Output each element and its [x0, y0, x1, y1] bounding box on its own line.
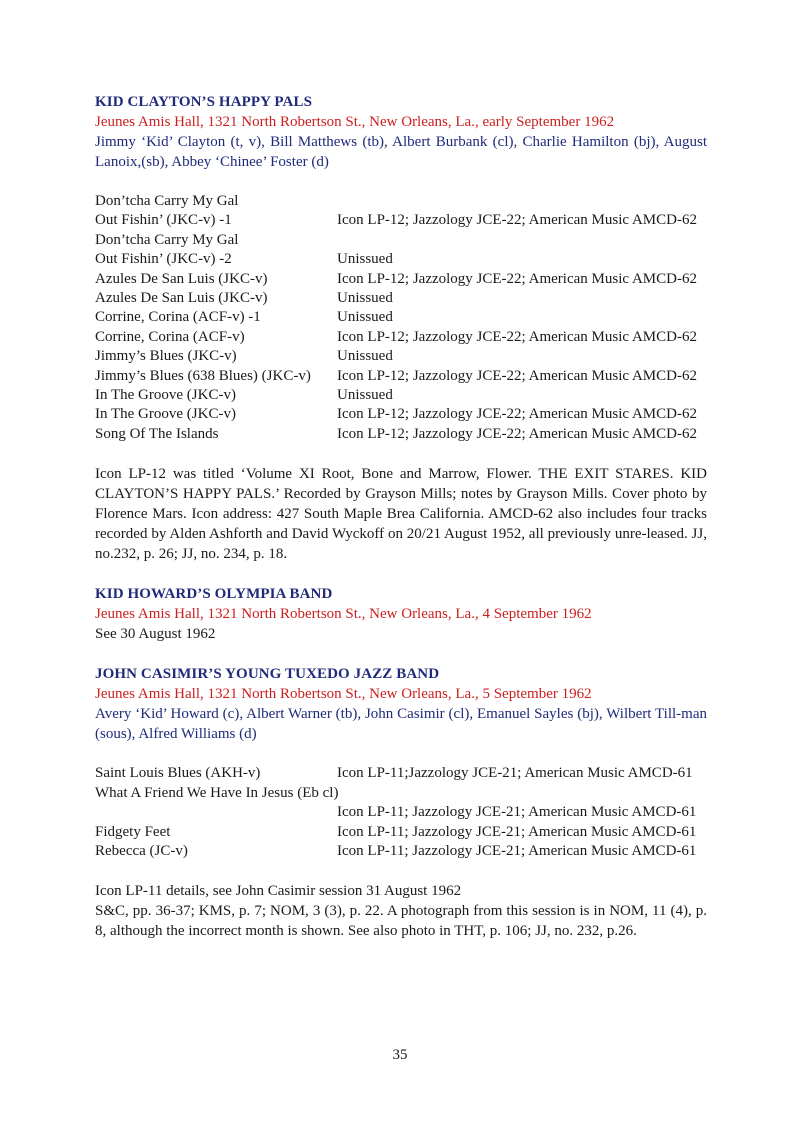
session-notes: Icon LP-11 details, see John Casimir session 31 August 1962 [95, 883, 462, 900]
session-location: Jeunes Amis Hall, 1321 North Robertson St., New Orleans, La., 5 September 1962 [95, 686, 592, 703]
document-page [95, 92, 707, 941]
track-title: Out Fishin’ (JKC-v) -1 [95, 212, 232, 229]
track-title: Saint Louis Blues (AKH-v) [95, 765, 261, 782]
track-issue: Icon LP-11; Jazzology JCE-21; American Music AMCD-61 [337, 823, 697, 840]
track-title: Azules De San Luis (JKC-v) [95, 270, 268, 287]
track-row [95, 328, 707, 347]
track-title: Out Fishin’ (JKC-v) -2 [95, 251, 232, 268]
track-title: In The Groove (JKC-v) [95, 406, 236, 423]
track-title: Corrine, Corina (ACF-v) [95, 328, 245, 345]
track-issue: Icon LP-12; Jazzology JCE-22; American Music AMCD-62 [337, 328, 697, 345]
track-row [95, 386, 707, 405]
track-issue: Icon LP-11; Jazzology JCE-21; American Music AMCD-61 [337, 804, 697, 821]
track-row [95, 250, 707, 269]
page-number: 35 [392, 1047, 408, 1063]
track-list [95, 764, 707, 861]
track-row [95, 405, 707, 424]
track-row [95, 270, 707, 289]
track-row [95, 764, 707, 783]
session-kid-howard [95, 584, 707, 644]
track-row [95, 347, 707, 366]
session-title: KID HOWARD’S OLYMPIA BAND [95, 586, 333, 603]
track-issue: Icon LP-12; Jazzology JCE-22; American Music AMCD-62 [337, 212, 697, 229]
track-issue: Icon LP-12; Jazzology JCE-22; American Music AMCD-62 [337, 367, 697, 384]
track-issue: Icon LP-11; Jazzology JCE-21; American Music AMCD-61 [337, 842, 697, 859]
track-issue: Unissued [337, 251, 393, 268]
session-title: KID CLAYTON’S HAPPY PALS [95, 94, 313, 110]
track-issue: Icon LP-12; Jazzology JCE-22; American Music AMCD-62 [337, 406, 697, 423]
track-issue: Icon LP-11;Jazzology JCE-21; American Music AMCD-61 [337, 765, 693, 782]
track-title: Don’tcha Carry My Gal [95, 231, 239, 248]
track-issue: Unissued [337, 290, 393, 307]
track-title: Song Of The Islands [95, 425, 219, 442]
track-row [95, 803, 707, 822]
track-issue: Unissued [337, 309, 393, 326]
track-issue: Icon LP-12; Jazzology JCE-22; American Music AMCD-62 [337, 425, 697, 442]
cross-reference: See 30 August 1962 [95, 626, 216, 643]
track-title: Azules De San Luis (JKC-v) [95, 290, 268, 307]
track-issue: Unissued [337, 348, 393, 365]
track-row [95, 784, 707, 803]
track-row [95, 231, 707, 250]
track-row [95, 425, 707, 444]
session-personnel: Avery ‘Kid’ Howard (c), Albert Warner (tb), John Casimir (cl), Emanuel Sayles (bj), Wilbert Till-man (sous), Alfred Williams (d) [95, 706, 707, 743]
track-list [95, 192, 707, 444]
session-kid-clayton [95, 92, 707, 564]
track-row [95, 308, 707, 327]
track-title: Jimmy’s Blues (JKC-v) [95, 348, 237, 365]
track-row [95, 367, 707, 386]
session-personnel: Jimmy ‘Kid’ Clayton (t, v), Bill Matthews (tb), Albert Burbank (cl), Charlie Hamilton (bj), August Lanoix,(sb), Abbey ‘Chinee’ Foster (d) [95, 134, 707, 170]
track-issue [337, 231, 707, 250]
session-location: Jeunes Amis Hall, 1321 North Robertson St., New Orleans, La., 4 September 1962 [95, 606, 592, 623]
track-issue [337, 192, 707, 211]
track-row [95, 192, 707, 211]
session-notes: Icon LP-12 was titled ‘Volume XI Root, Bone and Marrow, Flower. THE EXIT STARES. KID CLAYTON’S HAPPY PALS.’ Recorded by Grayson Mills; notes by Grayson Mills. Cover photo by Florence Mars. Icon address: 427 South Maple Brea California. AMCD-62 also includes four tracks recorded by Alden Ashforth and David Wyckoff on 20/21 August 1952, all previously unre-leased. JJ, no.232, p. 26; JJ, no. 234, p. 18. [95, 466, 707, 563]
track-title: Rebecca (JC-v) [95, 842, 188, 859]
session-location: Jeunes Amis Hall, 1321 North Robertson St., New Orleans, La., early September 1962 [95, 114, 615, 130]
track-issue: Icon LP-12; Jazzology JCE-22; American Music AMCD-62 [337, 270, 697, 287]
track-row [95, 842, 707, 861]
session-references: S&C, pp. 36-37; KMS, p. 7; NOM, 3 (3), p. 22. A photograph from this session is in NOM, 11 (4), p. 8, although the incorrect month is shown. See also photo in THT, p. 106; JJ, no. 232, p.26. [95, 903, 707, 940]
track-title: Fidgety Feet [95, 823, 171, 840]
track-title: Don’tcha Carry My Gal [95, 193, 239, 209]
track-title: In The Groove (JKC-v) [95, 387, 236, 404]
track-title: Jimmy’s Blues (638 Blues) (JKC-v) [95, 367, 311, 384]
track-issue: Unissued [337, 387, 393, 404]
track-row [95, 823, 707, 842]
track-title: Corrine, Corina (ACF-v) -1 [95, 309, 261, 326]
session-john-casimir [95, 664, 707, 941]
track-row [95, 211, 707, 230]
track-row [95, 289, 707, 308]
session-title: JOHN CASIMIR’S YOUNG TUXEDO JAZZ BAND [95, 666, 440, 683]
track-title: What A Friend We Have In Jesus (Eb cl) [95, 784, 339, 801]
